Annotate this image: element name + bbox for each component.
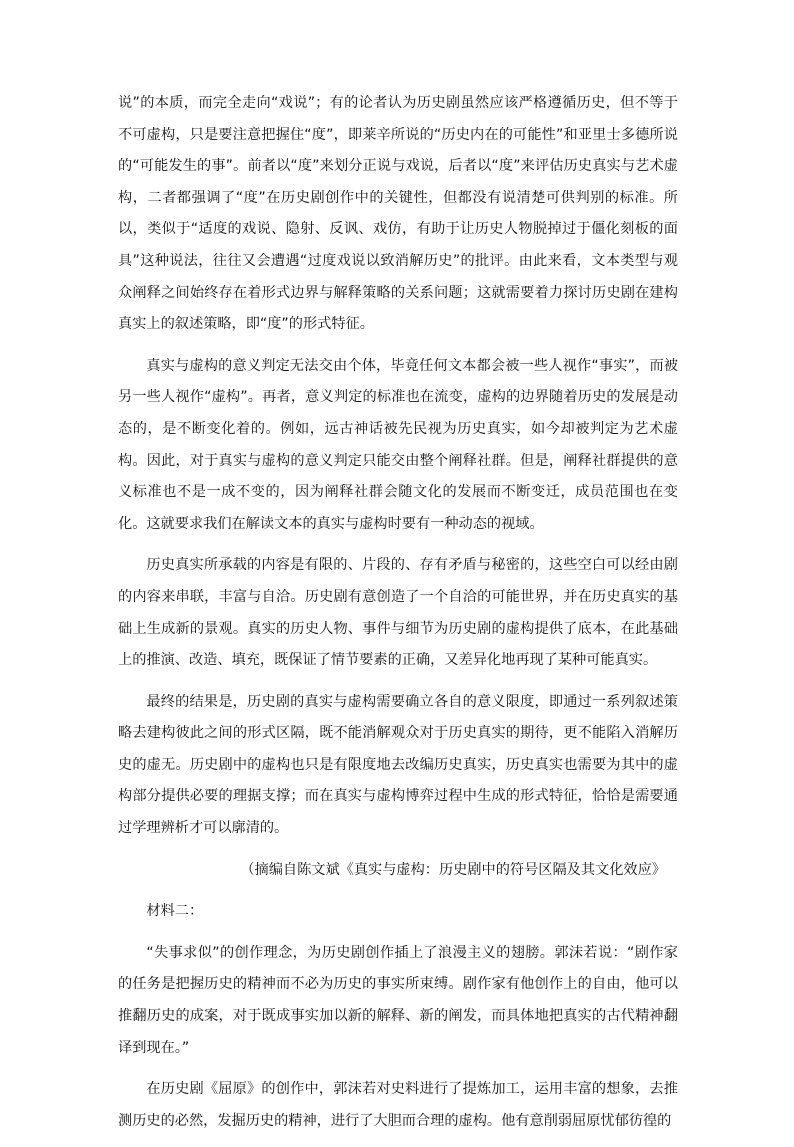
paragraph-3: 历史真实所承载的内容是有限的、片段的、存有矛盾与秘密的，这些空白可以经由剧的内容来串联，丰富与自洽。历史剧有意创造了一个自洽的可能世界，并在历史真实的基础上生成新的景观。真实的历史人物、事件与细节为历史剧的虚构提供了底本，在此基础上的推演、改造、填充，既保证了情节要素的正确，又差异化地再现了某种可能真实。 bbox=[118, 557, 678, 669]
paragraph-5: “失事求似”的创作理念，为历史剧创作插上了浪漫主义的翅膀。郭沫若说：“剧作家的任务是把握历史的精神而不必为历史的事实所束缚。剧作家有他创作上的自由，他可以推翻历史的成案，对于既成事实加以新的解释、新的阐发，而具体地把真实的古代精神翻译到现在。” bbox=[118, 944, 678, 1056]
paragraph-2: 真实与虚构的意义判定无法交由个体，毕竟任何文本都会被一些人视作“事实”，而被另一些人视作“虚构”。再者，意义判定的标准也在流变，虚构的边界随着历史的发展是动态的，是不断变化着的。例如，远古神话被先民视为历史真实，如今却被判定为艺术虚构。因此，对于真实与虚构的意义判定只能交由整个阐释社群。但是，阐释社群提供的意义标准也不是一成不变的，因为阐释社群会随文化的发展而不断变迁，成员范围也在变化。这就要求我们在解读文本的真实与虚构时要有一种动态的视域。 bbox=[118, 357, 678, 532]
paragraph-4: 最终的结果是，历史剧的真实与虚构需要确立各自的意义限度，即通过一系列叙述策略去建构彼此之间的形式区隔，既不能消解观众对于历史真实的期待，更不能陷入消解历史的虚无。历史剧中的虚构也只是有限度地去改编历史真实，历史真实也需要为其中的虚构部分提供必要的理据支撑；而在真实与虚构博弈过程中生成的形式特征，恰恰是需要通过学理辨析才可以廓清的。 bbox=[118, 693, 678, 837]
paragraph-1: 说”的本质，而完全走向“戏说”；有的论者认为历史剧虽然应该严格遵循历史，但不等于不可虚构，只是要注意把握住“度”，即莱辛所说的“历史内在的可能性”和亚里士多德所说的“可能发生的事”。前者以“度”来划分正说与戏说，后者以“度”来评估历史真实与艺术虚构，二者都强调了“度”在历史剧创作中的关键性，但都没有说清楚可供判别的标准。所以，类似于“适度的戏说、隐射、反讽、戏仿，有助于让历史人物脱掉过于僵化刻板的面具”这种说法，往往又会遭遇“过度戏说以致消解历史”的批评。由此来看，文本类型与观众阐释之间始终存在着形式边界与解释策略的关系问题；这就需要着力探讨历史剧在建构真实上的叙述策略，即“度”的形式特征。 bbox=[118, 95, 678, 333]
paragraph-6: 在历史剧《屈原》的创作中，郭沫若对史料进行了提炼加工，运用丰富的想象，去推测历史的必然，发掘历史的精神，进行了大胆而合理的虚构。他有意削弱屈原忧郁彷徨的 bbox=[118, 1081, 678, 1129]
document-page bbox=[118, 88, 678, 1147]
section-label-material-2: 材料二： bbox=[146, 903, 204, 920]
source-citation: （摘编自陈文斌《真实与虚构：历史剧中的符号区隔及其文化效应》 bbox=[240, 861, 666, 878]
